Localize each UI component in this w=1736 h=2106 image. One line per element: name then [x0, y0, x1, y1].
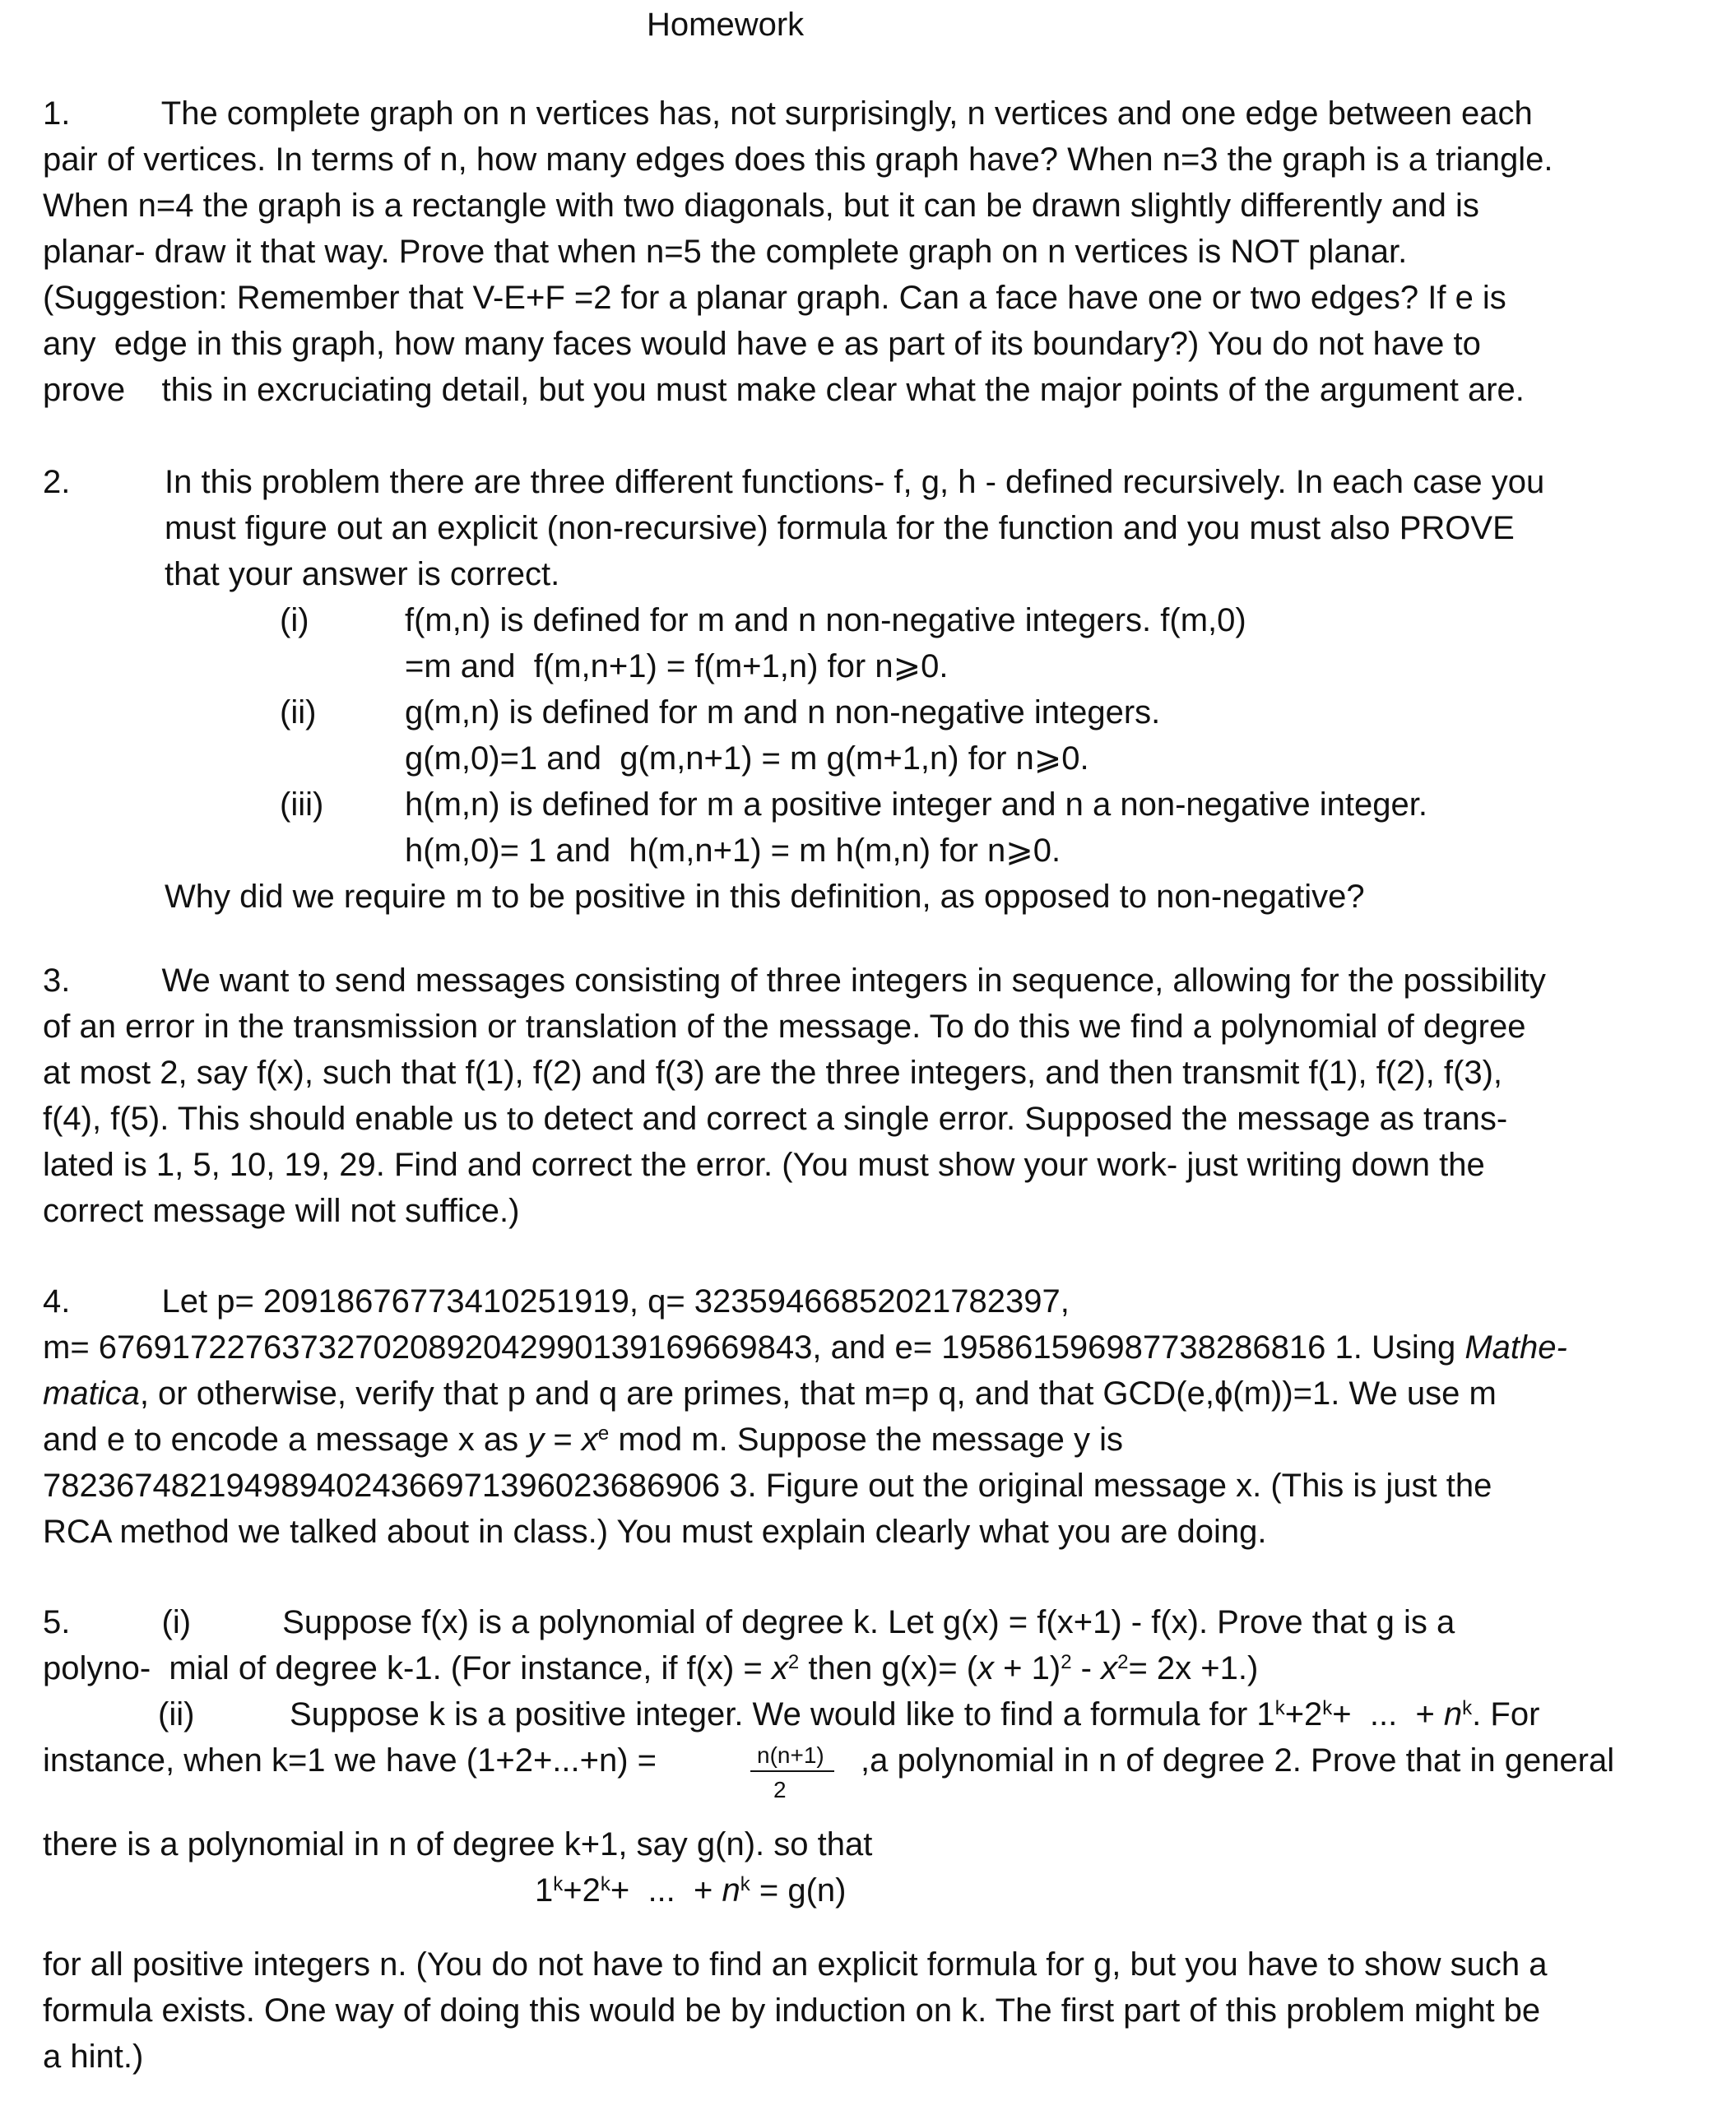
- problem-1-line: planar- draw it that way. Prove that when n=5 the complete graph on n vertices is NOT planar.: [43, 234, 1408, 270]
- problem-2-line: In this problem there are three different functions- f, g, h - defined recursively. In each case you: [165, 464, 1545, 500]
- problem-2-number: 2.: [43, 464, 71, 500]
- fraction-bar: [750, 1770, 834, 1772]
- problem-4-line: 4. Let p= 20918676773410251919, q= 32359466852021782397,: [43, 1283, 1070, 1320]
- page-title: Homework: [647, 7, 805, 43]
- text: Suppose k is a positive integer. We would like to find a formula for 1: [290, 1696, 1275, 1733]
- problem-1-line: 1. The complete graph on n vertices has, not surprisingly, n vertices and one edge between each: [43, 95, 1533, 132]
- problem-5-line: 5. (i) Suppose f(x) is a polynomial of degree k. Let g(x) = f(x+1) - f(x). Prove that g is a: [43, 1604, 1455, 1640]
- text: . For: [1472, 1696, 1540, 1733]
- display-equation: [535, 1874, 846, 1907]
- exponent: k: [553, 1872, 564, 1895]
- italic-text: Mathe-: [1464, 1329, 1567, 1366]
- text: m= 676917227637327020892042990139169669843, and e= 195861596987738286816 1. Using: [43, 1329, 1465, 1366]
- italic-text: matica: [43, 1375, 140, 1412]
- problem-2-line: that your answer is correct.: [165, 556, 560, 592]
- math-var: n: [722, 1872, 740, 1909]
- problem-4-line: RCA method we talked about in class.) You must explain clearly what you are doing.: [43, 1514, 1267, 1550]
- exponent: 2: [787, 1650, 800, 1673]
- exponent: k: [600, 1872, 610, 1895]
- exponent: 2: [1061, 1650, 1072, 1673]
- problem-5-line: [43, 1652, 1258, 1685]
- problem-5-line: formula exists. One way of doing this would be by induction on k. The first part of this problem might be: [43, 1992, 1541, 2029]
- text: +2: [563, 1872, 601, 1909]
- problem-1-line: prove this in excruciating detail, but you must make clear what the major points of the argument are.: [43, 372, 1525, 408]
- problem-1-line: pair of vertices. In terms of n, how many edges does this graph have? When n=3 the graph is a triangle.: [43, 141, 1553, 178]
- text: = g(n): [750, 1872, 847, 1909]
- problem-4-line: [43, 1423, 1123, 1456]
- text: =: [544, 1422, 582, 1458]
- math-var: x: [581, 1422, 598, 1458]
- text: and e to encode a message x as: [43, 1422, 528, 1458]
- problem-4-line: [43, 1377, 1497, 1410]
- subpart-line: h(m,0)= 1 and h(m,n+1) = m h(m,n) for n⩾0.: [405, 833, 1061, 869]
- problem-3-line: correct message will not suffice.): [43, 1193, 520, 1229]
- subpart-label: (ii): [280, 694, 317, 731]
- problem-5-line: for all positive integers n. (You do not have to find an explicit formula for g, but you have to show such a: [43, 1946, 1548, 1983]
- subpart-label: (iii): [280, 786, 324, 823]
- fraction-denominator: 2: [773, 1777, 787, 1802]
- problem-3-line: at most 2, say f(x), such that f(1), f(2) and f(3) are the three integers, and then transmit f(1), f(2), f(3),: [43, 1055, 1503, 1091]
- problem-3-line: of an error in the transmission or translation of the message. To do this we find a polynomial of degree: [43, 1009, 1526, 1045]
- problem-2-line: must figure out an explicit (non-recursive) formula for the function and you must also PROVE: [165, 510, 1515, 546]
- problem-1-line: any edge in this graph, how many faces would have e as part of its boundary?) You do not have to: [43, 326, 1481, 362]
- text: + 1): [994, 1650, 1061, 1686]
- problem-5-line: a hint.): [43, 2039, 144, 2075]
- math-var: x: [977, 1650, 995, 1686]
- text: + ... +: [610, 1872, 722, 1909]
- subpart-line: g(m,0)=1 and g(m,n+1) = m g(m+1,n) for n⩾0.: [405, 740, 1089, 777]
- subpart-line: g(m,n) is defined for m and n non-negative integers.: [405, 694, 1161, 731]
- problem-5-line: instance, when k=1 we have (1+2+...+n) =: [43, 1742, 657, 1779]
- fraction-numerator: n(n+1): [757, 1742, 824, 1768]
- text: , or otherwise, verify that p and q are primes, that m=p q, and that GCD(e,ϕ(m))=1. We use m: [139, 1375, 1497, 1412]
- math-var: x: [771, 1650, 788, 1686]
- text: + ... +: [1332, 1696, 1444, 1733]
- subpart-line: h(m,n) is defined for m a positive integer and n a non-negative integer.: [405, 786, 1427, 823]
- text: = 2x +1.): [1128, 1650, 1259, 1686]
- text: +2: [1284, 1696, 1323, 1733]
- exponent: e: [597, 1422, 610, 1445]
- text: -: [1071, 1650, 1102, 1686]
- exponent: k: [1274, 1696, 1285, 1719]
- subpart-label: (ii): [158, 1696, 195, 1733]
- problem-1-line: When n=4 the graph is a rectangle with two diagonals, but it can be drawn slightly differently and is: [43, 188, 1479, 224]
- problem-5-line: there is a polynomial in n of degree k+1, say g(n). so that: [43, 1826, 873, 1862]
- text: mod m. Suppose the message y is: [609, 1422, 1123, 1458]
- math-var: n: [1443, 1696, 1463, 1733]
- exponent: k: [1322, 1696, 1333, 1719]
- exponent: 2: [1117, 1650, 1129, 1673]
- math-var: x: [1101, 1650, 1118, 1686]
- exponent: k: [740, 1872, 750, 1895]
- subpart-line: f(m,n) is defined for m and n non-negative integers. f(m,0): [405, 602, 1246, 638]
- math-var: y: [527, 1422, 545, 1458]
- text: polyno- mial of degree k-1. (For instance, if f(x) =: [43, 1650, 772, 1686]
- problem-3-line: 3. We want to send messages consisting of three integers in sequence, allowing for the possibility: [43, 963, 1546, 999]
- exponent: k: [1462, 1696, 1473, 1719]
- problem-2-line: Why did we require m to be positive in this definition, as opposed to non-negative?: [165, 879, 1365, 915]
- problem-3-line: lated is 1, 5, 10, 19, 29. Find and correct the error. (You must show your work- just writing down the: [43, 1147, 1485, 1183]
- subpart-line: =m and f(m,n+1) = f(m+1,n) for n⩾0.: [405, 648, 949, 684]
- problem-4-line: 7823674821949894024366971396023686906 3. Figure out the original message x. (This is just the: [43, 1468, 1492, 1504]
- problem-1-line: (Suggestion: Remember that V-E+F =2 for a planar graph. Can a face have one or two edges? If e is: [43, 280, 1506, 316]
- problem-5-line: [290, 1698, 1539, 1731]
- problem-5-line: ,a polynomial in n of degree 2. Prove that in general: [861, 1742, 1615, 1779]
- problem-4-line: [43, 1331, 1567, 1364]
- subpart-label: (i): [280, 602, 309, 638]
- text: then g(x)= (: [799, 1650, 978, 1686]
- text: 1: [535, 1872, 554, 1909]
- problem-3-line: f(4), f(5). This should enable us to detect and correct a single error. Supposed the message as trans-: [43, 1101, 1508, 1137]
